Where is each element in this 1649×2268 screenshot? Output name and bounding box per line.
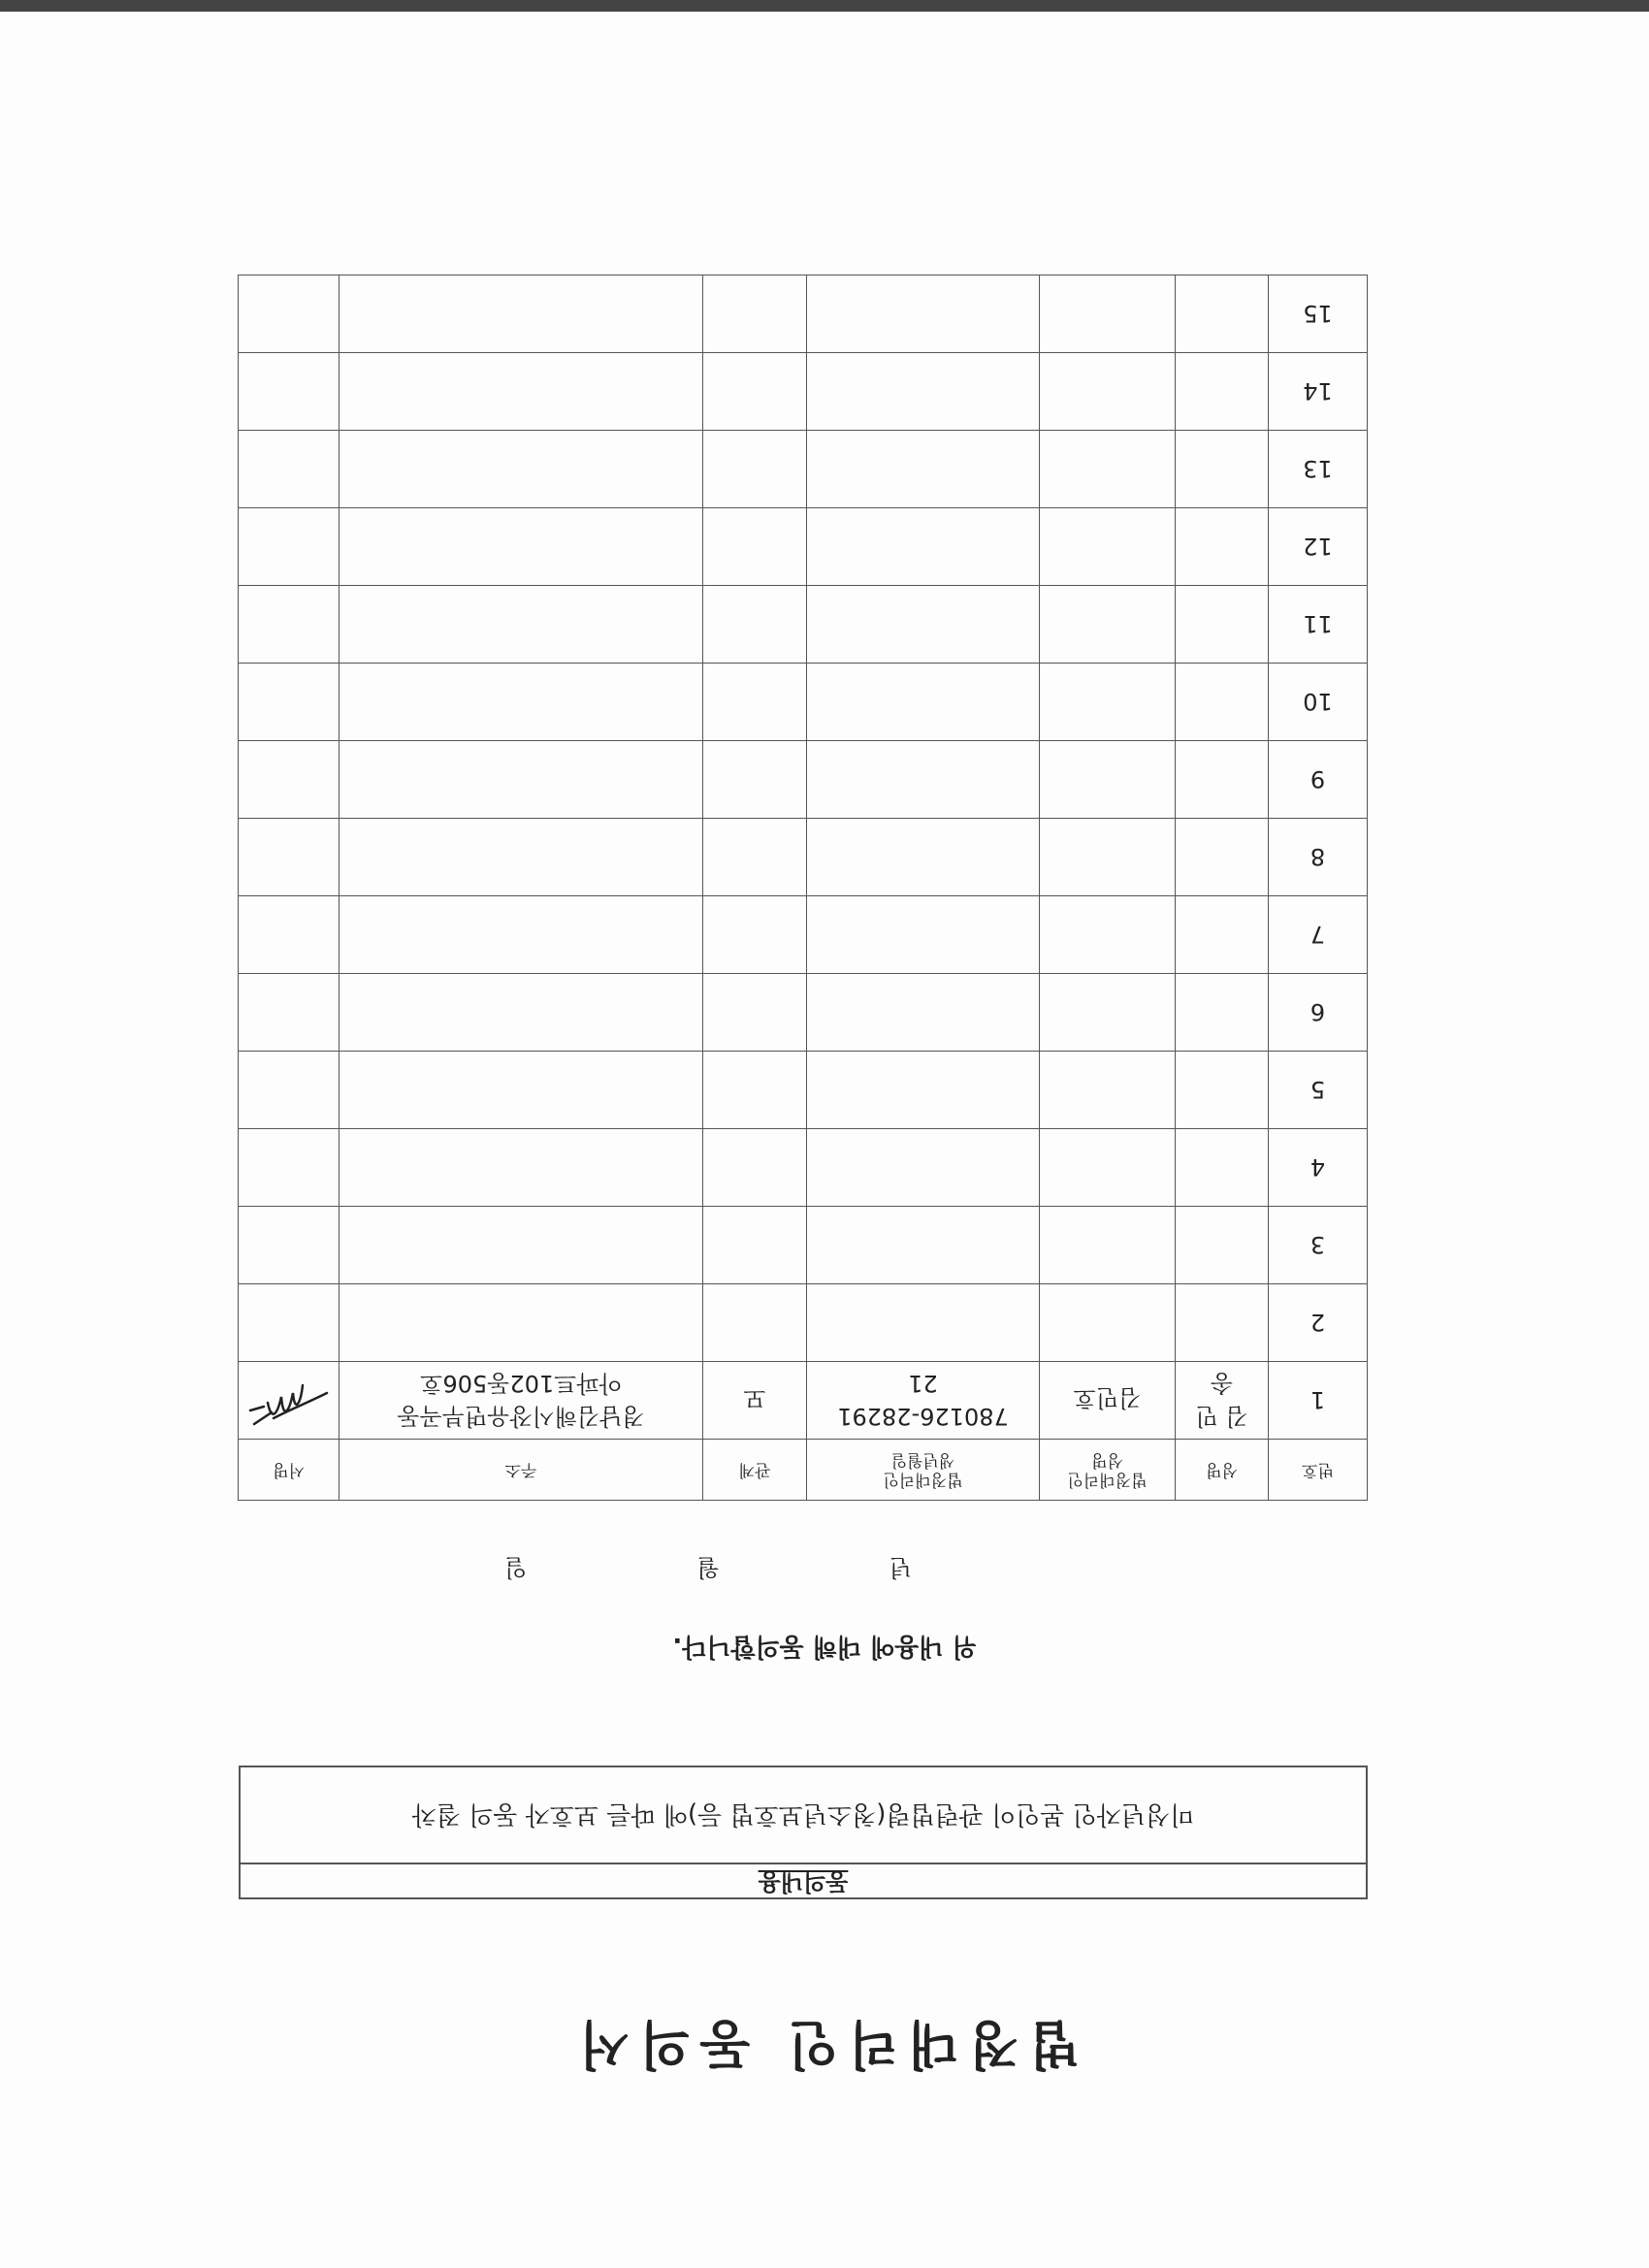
row-signature <box>239 586 340 664</box>
table-row <box>239 353 1368 431</box>
content-text: 미성년자인 본인이 관련법령(청소년보호법 등)에 따른 보호자 동의 절차 <box>411 1799 1195 1829</box>
row-relation <box>703 353 807 431</box>
row-address <box>340 586 703 664</box>
row-guardian-name <box>1040 275 1176 353</box>
row-relation: 모 <box>703 1362 807 1440</box>
row-guardian-birth <box>807 896 1040 974</box>
row-no: 10 <box>1269 664 1368 741</box>
row-guardian-birth: 780126-28291 21 <box>807 1362 1040 1440</box>
row-name <box>1176 741 1269 819</box>
header-guardian-birth: 법정대리인 생년월일 <box>807 1440 1040 1501</box>
row-guardian-birth <box>807 1284 1040 1362</box>
handwritten-signature <box>245 1375 333 1433</box>
row-no: 12 <box>1269 508 1368 586</box>
row-name <box>1176 1052 1269 1129</box>
row-no: 14 <box>1269 353 1368 431</box>
row-address <box>340 1284 703 1362</box>
row-no: 7 <box>1269 896 1368 974</box>
row-guardian-name <box>1040 353 1176 431</box>
row-address <box>340 431 703 508</box>
row-guardian-name <box>1040 1284 1176 1362</box>
row-name <box>1176 1207 1269 1284</box>
row-no: 1 <box>1269 1362 1368 1440</box>
row-address <box>340 1207 703 1284</box>
row-relation <box>703 431 807 508</box>
row-signature <box>239 508 340 586</box>
row-address <box>340 741 703 819</box>
row-no: 4 <box>1269 1129 1368 1207</box>
header-address: 주소 <box>340 1440 703 1501</box>
table-row <box>239 1284 1368 1362</box>
row-no: 5 <box>1269 1052 1368 1129</box>
consent-content-box <box>239 1766 1368 1899</box>
row-no: 8 <box>1269 819 1368 896</box>
date-month: 월 <box>696 1554 720 1581</box>
row-name <box>1176 974 1269 1052</box>
date-line <box>504 1553 912 1587</box>
row-relation <box>703 819 807 896</box>
row-address <box>340 353 703 431</box>
row-guardian-name <box>1040 819 1176 896</box>
row-guardian-name: 김민호 <box>1040 1362 1176 1440</box>
row-no: 6 <box>1269 974 1368 1052</box>
row-relation <box>703 1207 807 1284</box>
table-row <box>239 586 1368 664</box>
row-guardian-name <box>1040 974 1176 1052</box>
row-guardian-birth <box>807 1207 1040 1284</box>
row-guardian-name <box>1040 664 1176 741</box>
row-relation <box>703 586 807 664</box>
row-name <box>1176 819 1269 896</box>
row-address <box>340 508 703 586</box>
header-name: 성명 <box>1176 1440 1269 1501</box>
row-signature <box>239 974 340 1052</box>
row-no: 13 <box>1269 431 1368 508</box>
row-guardian-name <box>1040 431 1176 508</box>
row-no: 15 <box>1269 275 1368 353</box>
table-row <box>239 819 1368 896</box>
table-header-row <box>239 1440 1368 1501</box>
row-guardian-birth <box>807 586 1040 664</box>
row-relation <box>703 741 807 819</box>
row-guardian-birth <box>807 664 1040 741</box>
page-title: 법정대리인 동의서 <box>568 2014 1081 2075</box>
row-signature <box>239 664 340 741</box>
row-no: 3 <box>1269 1207 1368 1284</box>
row-address <box>340 1129 703 1207</box>
table-row <box>239 664 1368 741</box>
header-signature: 서명 <box>239 1440 340 1501</box>
row-name <box>1176 353 1269 431</box>
row-guardian-name <box>1040 508 1176 586</box>
row-guardian-birth <box>807 974 1040 1052</box>
table-row <box>239 1362 1368 1440</box>
row-guardian-birth <box>807 1129 1040 1207</box>
table-row <box>239 974 1368 1052</box>
table-row <box>239 896 1368 974</box>
row-name <box>1176 1129 1269 1207</box>
header-guardian-name: 법정대리인 성명 <box>1040 1440 1176 1501</box>
row-guardian-birth <box>807 508 1040 586</box>
table-row <box>239 741 1368 819</box>
row-signature <box>239 819 340 896</box>
row-signature <box>239 275 340 353</box>
table-row <box>239 508 1368 586</box>
header-no: 번호 <box>1269 1440 1368 1501</box>
row-no: 2 <box>1269 1284 1368 1362</box>
row-relation <box>703 974 807 1052</box>
row-signature <box>239 431 340 508</box>
row-name <box>1176 664 1269 741</box>
row-relation <box>703 1129 807 1207</box>
row-name <box>1176 431 1269 508</box>
table-row <box>239 1207 1368 1284</box>
row-name <box>1176 896 1269 974</box>
row-guardian-name <box>1040 741 1176 819</box>
row-address <box>340 275 703 353</box>
row-guardian-name <box>1040 586 1176 664</box>
row-signature <box>239 1207 340 1284</box>
row-address <box>340 664 703 741</box>
row-guardian-name <box>1040 1129 1176 1207</box>
row-name: 김 민 송 <box>1176 1362 1269 1440</box>
row-name <box>1176 1284 1269 1362</box>
row-address <box>340 819 703 896</box>
date-day: 일 <box>504 1554 528 1581</box>
row-signature <box>239 896 340 974</box>
row-guardian-name <box>1040 1207 1176 1284</box>
header-relation: 관계 <box>703 1440 807 1501</box>
row-relation <box>703 275 807 353</box>
table-row <box>239 431 1368 508</box>
row-address <box>340 896 703 974</box>
row-address <box>340 974 703 1052</box>
table-row <box>239 1129 1368 1207</box>
row-address: 경남김해시장유면부곡동 아파트102동506호 <box>340 1362 703 1440</box>
row-name <box>1176 275 1269 353</box>
row-relation <box>703 1052 807 1129</box>
row-signature <box>239 741 340 819</box>
row-signature <box>239 353 340 431</box>
row-no: 11 <box>1269 586 1368 664</box>
row-signature <box>239 1052 340 1129</box>
row-relation <box>703 664 807 741</box>
row-relation <box>703 508 807 586</box>
row-signature <box>239 1129 340 1207</box>
row-no: 9 <box>1269 741 1368 819</box>
row-guardian-birth <box>807 741 1040 819</box>
table-row <box>239 275 1368 353</box>
row-relation <box>703 1284 807 1362</box>
guardian-table <box>238 275 1368 1501</box>
row-guardian-birth <box>807 431 1040 508</box>
content-heading: 동의내용 <box>241 1863 1366 1897</box>
row-name <box>1176 586 1269 664</box>
row-signature <box>239 1284 340 1362</box>
table-row <box>239 1052 1368 1129</box>
row-guardian-birth <box>807 353 1040 431</box>
date-year: 년 <box>889 1554 912 1581</box>
row-signature <box>239 1362 340 1440</box>
row-name <box>1176 508 1269 586</box>
row-relation <box>703 896 807 974</box>
row-guardian-name <box>1040 896 1176 974</box>
row-guardian-birth <box>807 819 1040 896</box>
agreement-statement: 위 내용에 대해 동의합니다. <box>672 1632 977 1661</box>
row-address <box>340 1052 703 1129</box>
row-guardian-name <box>1040 1052 1176 1129</box>
row-guardian-birth <box>807 1052 1040 1129</box>
row-guardian-birth <box>807 275 1040 353</box>
